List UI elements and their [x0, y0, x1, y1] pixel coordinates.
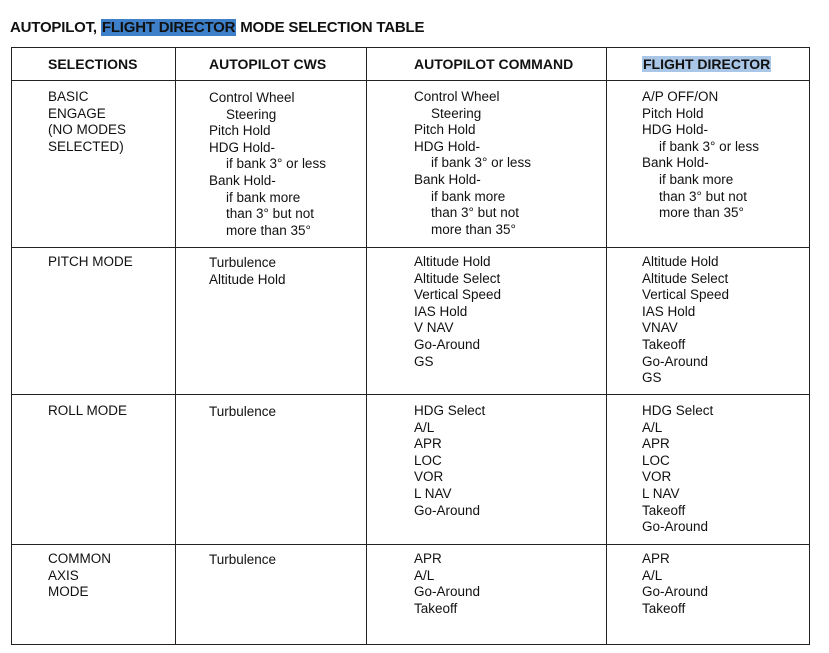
mode-entry: if bank more	[226, 189, 301, 205]
mode-entry: LOC	[642, 452, 670, 468]
mode-entry: Altitude Select	[414, 270, 501, 286]
mode-entry: Go-Around	[414, 336, 481, 352]
mode-entry: Steering	[431, 105, 482, 121]
mode-entry: Pitch Hold	[642, 105, 704, 121]
row-pitch-mode-selection	[48, 254, 133, 271]
selection-line: MODE	[48, 584, 89, 600]
mode-entry: Takeoff	[642, 502, 686, 518]
title-part-2: MODE SELECTION TABLE	[236, 19, 425, 36]
col-divider-2	[366, 47, 367, 645]
mode-entry: Go-Around	[414, 584, 481, 600]
row-common-axis-cws	[209, 552, 276, 569]
mode-entry: Go-Around	[642, 519, 709, 535]
selection-line: SELECTED)	[48, 138, 124, 154]
mode-entry: Takeoff	[642, 336, 686, 352]
mode-entry: Turbulence	[209, 404, 277, 419]
row-divider-2	[11, 394, 810, 395]
mode-entry: A/L	[642, 567, 663, 583]
mode-entry: Bank Hold-	[642, 155, 709, 171]
mode-entry: Go-Around	[642, 353, 709, 369]
mode-entry: Takeoff	[414, 600, 458, 616]
row-pitch-mode-cws	[209, 255, 286, 288]
title-part-1: AUTOPILOT,	[10, 19, 101, 36]
mode-entry: than 3° but not	[226, 206, 314, 222]
mode-entry: IAS Hold	[414, 303, 468, 319]
mode-entry: Turbulence	[209, 255, 277, 270]
row-pitch-mode-command	[414, 254, 501, 370]
mode-entry: Altitude Hold	[642, 254, 719, 269]
selection-line: ENGAGE	[48, 105, 106, 121]
page-title	[10, 19, 424, 36]
mode-entry: if bank more	[431, 188, 506, 204]
row-roll-mode-selection	[48, 403, 127, 420]
selection-line: BASIC	[48, 89, 89, 104]
mode-entry: HDG Select	[414, 403, 486, 418]
mode-entry: Steering	[226, 106, 277, 122]
mode-entry: more than 35°	[659, 205, 744, 221]
row-pitch-mode-flight-director	[642, 254, 729, 387]
mode-entry: VNAV	[642, 320, 678, 336]
mode-entry: more than 35°	[431, 221, 516, 237]
mode-entry: A/L	[414, 567, 435, 583]
mode-entry: Control Wheel	[414, 89, 500, 104]
mode-entry: if bank 3° or less	[431, 155, 531, 171]
row-common-axis-flight-director	[642, 551, 708, 617]
row-roll-mode-command	[414, 403, 485, 519]
mode-entry: A/L	[642, 419, 663, 435]
border-right	[809, 47, 810, 645]
mode-entry: Go-Around	[414, 502, 481, 518]
selection-line: PITCH MODE	[48, 254, 133, 269]
mode-entry: A/P OFF/ON	[642, 89, 719, 104]
mode-entry: LOC	[414, 452, 442, 468]
header-flight-director-label: FLIGHT DIRECTOR	[643, 56, 771, 72]
row-basic-engage-flight-director	[642, 89, 759, 222]
row-divider-header	[11, 80, 810, 81]
mode-entry: Turbulence	[209, 552, 277, 567]
mode-entry: Control Wheel	[209, 90, 295, 105]
row-basic-engage-command	[414, 89, 531, 238]
row-roll-mode-cws	[209, 404, 276, 421]
header-autopilot-cws: AUTOPILOT CWS	[209, 56, 327, 72]
mode-entry: IAS Hold	[642, 303, 696, 319]
mode-entry: more than 35°	[226, 222, 311, 238]
mode-entry: Altitude Select	[642, 270, 729, 286]
mode-entry: HDG Select	[642, 403, 714, 418]
row-common-axis-command	[414, 551, 480, 617]
selection-line: ROLL MODE	[48, 403, 128, 418]
mode-entry: APR	[642, 551, 670, 566]
mode-entry: if bank more	[659, 171, 734, 187]
mode-entry: HDG Hold-	[414, 138, 481, 154]
mode-entry: V NAV	[414, 320, 454, 336]
selection-line: AXIS	[48, 567, 79, 583]
mode-entry: VOR	[642, 469, 672, 485]
mode-entry: APR	[642, 436, 670, 452]
header-flight-director	[642, 56, 771, 73]
selection-line: COMMON	[48, 551, 111, 566]
mode-entry: L NAV	[642, 485, 680, 501]
mode-entry: Go-Around	[642, 584, 709, 600]
mode-entry: than 3° but not	[431, 205, 519, 221]
header-autopilot-command: AUTOPILOT COMMAND	[414, 56, 574, 72]
mode-entry: than 3° but not	[659, 188, 747, 204]
mode-selection-table	[11, 47, 810, 645]
row-basic-engage-cws	[209, 90, 326, 239]
row-roll-mode-flight-director	[642, 403, 713, 536]
mode-entry: Takeoff	[642, 600, 686, 616]
mode-entry: VOR	[414, 469, 444, 485]
mode-entry: HDG Hold-	[642, 122, 709, 138]
row-common-axis-selection	[48, 551, 111, 601]
mode-entry: Pitch Hold	[414, 122, 476, 138]
mode-entry: Bank Hold-	[209, 172, 276, 188]
header-selections: SELECTIONS	[48, 56, 138, 72]
mode-entry: APR	[414, 551, 442, 566]
mode-entry: GS	[642, 370, 662, 386]
border-bottom	[11, 644, 810, 645]
mode-entry: Altitude Hold	[414, 254, 491, 269]
col-divider-1	[175, 47, 176, 645]
row-basic-engage-selection	[48, 89, 126, 155]
mode-entry: Pitch Hold	[209, 123, 271, 139]
border-left	[11, 47, 12, 645]
selection-line: (NO MODES	[48, 122, 127, 138]
col-divider-3	[606, 47, 607, 645]
border-top	[11, 47, 810, 48]
mode-entry: Altitude Hold	[209, 271, 286, 287]
mode-entry: HDG Hold-	[209, 139, 276, 155]
mode-entry: if bank 3° or less	[659, 138, 759, 154]
mode-entry: Vertical Speed	[414, 287, 502, 303]
mode-entry: Vertical Speed	[642, 287, 730, 303]
row-divider-1	[11, 247, 810, 248]
row-divider-3	[11, 544, 810, 545]
mode-entry: A/L	[414, 419, 435, 435]
mode-entry: if bank 3° or less	[226, 156, 326, 172]
mode-entry: APR	[414, 436, 442, 452]
mode-entry: GS	[414, 353, 434, 369]
mode-entry: L NAV	[414, 485, 452, 501]
mode-entry: Bank Hold-	[414, 171, 481, 187]
title-highlight: FLIGHT DIRECTOR	[101, 19, 236, 36]
